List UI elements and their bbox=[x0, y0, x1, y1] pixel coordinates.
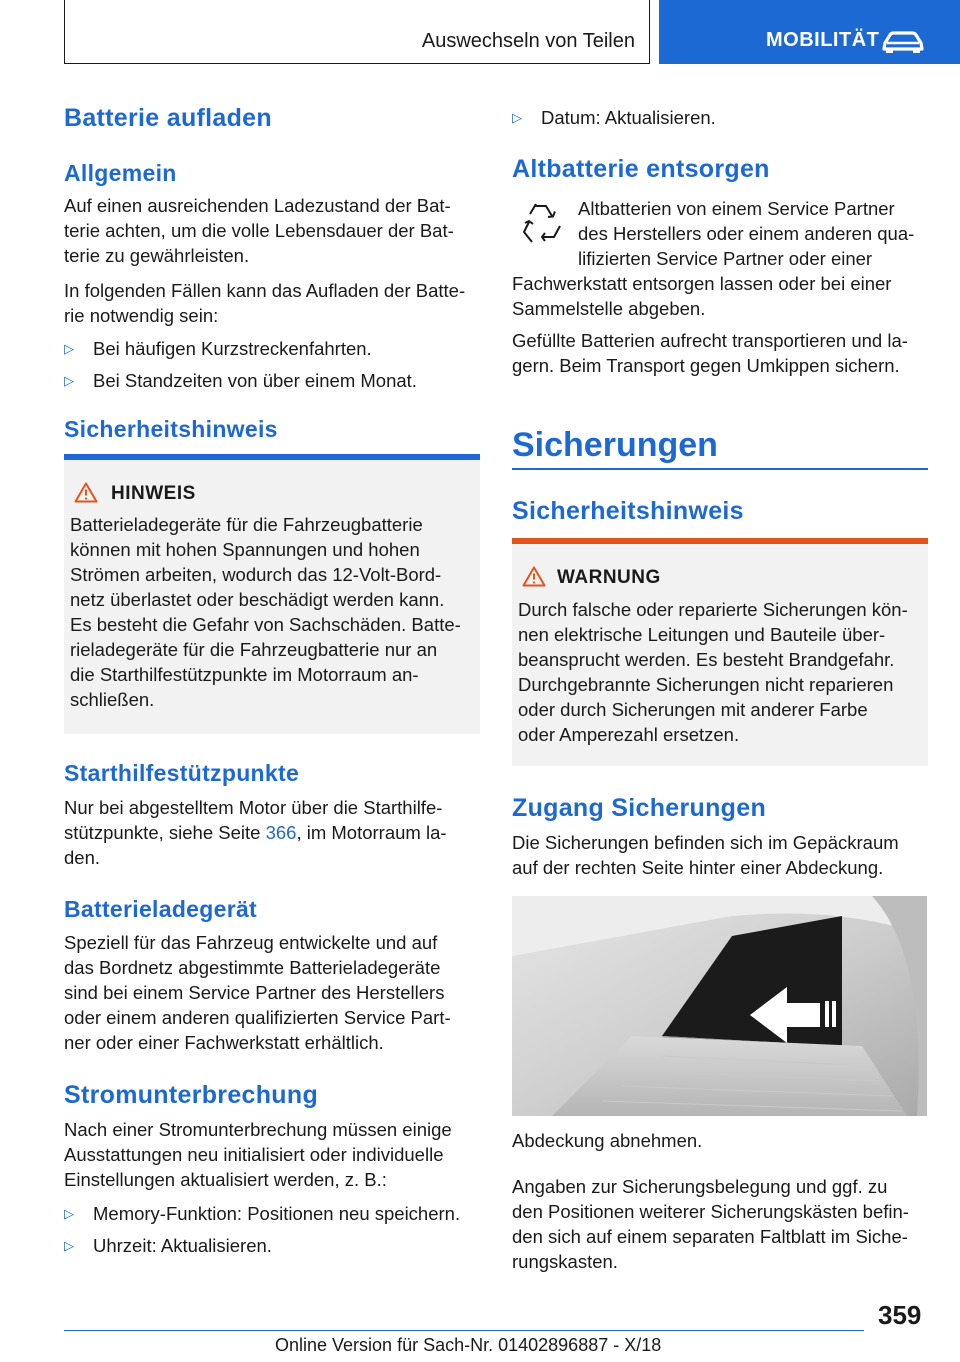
paragraph-starthilfe bbox=[64, 795, 447, 870]
text-line: gern. Beim Transport gegen Umkippen sichern. bbox=[512, 355, 900, 376]
heading-zugang-sicherungen: Zugang Sicherungen bbox=[512, 794, 767, 822]
note-text-hinweis bbox=[70, 512, 461, 712]
text-line: Batterieladegeräte für die Fahrzeugbatterie bbox=[70, 514, 423, 535]
paragraph-altbatterie-indented bbox=[578, 196, 914, 271]
text-line: Nach einer Stromunterbrechung müssen einige bbox=[64, 1119, 452, 1140]
text-line: rieladegeräte für die Fahrzeugbatterie nur an bbox=[70, 639, 438, 660]
section-title-batterie-aufladen: Batterie aufladen bbox=[64, 104, 272, 132]
trunk-fuse-cover-photo bbox=[512, 896, 927, 1116]
bullet-triangle-icon: ▷ bbox=[64, 1238, 74, 1253]
text-line: den Positionen weiterer Sicherungskästen befin- bbox=[512, 1201, 909, 1222]
heading-sicherheitshinweis-sicherungen: Sicherheitshinweis bbox=[512, 497, 744, 525]
text-line: Durchgebrannte Sicherungen nicht reparieren bbox=[518, 674, 894, 695]
text-line: den. bbox=[64, 847, 101, 868]
text-line: das Bordnetz abgestimmte Batterieladegeräte bbox=[64, 957, 441, 978]
text-line: lifizierten Service Partner oder einer bbox=[578, 248, 873, 269]
warning-triangle-icon bbox=[522, 566, 546, 587]
header-chapter-tab bbox=[659, 0, 960, 64]
bullet-triangle-icon: ▷ bbox=[64, 373, 74, 388]
recycling-icon bbox=[514, 200, 566, 252]
text-line: Strömen arbeiten, wodurch das 12-Volt-Bord- bbox=[70, 564, 442, 585]
bullet-item: Bei häufigen Kurzstreckenfahrten. bbox=[93, 338, 372, 359]
header-section-title: Auswechseln von Teilen bbox=[421, 30, 635, 52]
text-span: , im Motorraum la- bbox=[296, 822, 447, 843]
text-line: Fachwerkstatt entsorgen lassen oder bei einer bbox=[512, 273, 892, 294]
text-line: terie zu gewährleisten. bbox=[64, 245, 250, 266]
text-line: oder Amperezahl ersetzen. bbox=[518, 724, 740, 745]
bullet-item: Bei Standzeiten von über einem Monat. bbox=[93, 370, 417, 391]
bullet-item: Memory-Funktion: Positionen neu speichern. bbox=[93, 1203, 461, 1224]
photo-caption: Abdeckung abnehmen. bbox=[512, 1130, 703, 1151]
text-line: Ausstattungen neu initialisiert oder individuelle bbox=[64, 1144, 444, 1165]
text-line: oder einem anderen qualifizierten Service Part- bbox=[64, 1007, 451, 1028]
bullet-item: Uhrzeit: Aktualisieren. bbox=[93, 1235, 272, 1256]
car-icon bbox=[881, 30, 925, 54]
text-line: beansprucht werden. Es besteht Brandgefahr. bbox=[518, 649, 895, 670]
text-line: Altbatterien von einem Service Partner bbox=[578, 198, 895, 219]
text-line: Einstellungen aktualisiert werden, z. B.: bbox=[64, 1169, 387, 1190]
text-line: können mit hohen Spannungen und hohen bbox=[70, 539, 420, 560]
text-line: schließen. bbox=[70, 689, 155, 710]
text-line: Speziell für das Fahrzeug entwickelte und auf bbox=[64, 932, 438, 953]
heading-allgemein: Allgemein bbox=[64, 160, 177, 186]
text-line: Es besteht die Gefahr von Sachschäden. Batte- bbox=[70, 614, 461, 635]
bullet-item: Datum: Aktualisieren. bbox=[541, 107, 716, 128]
text-line: In folgenden Fällen kann das Aufladen der Batte- bbox=[64, 280, 466, 301]
paragraph-altbatterie-2 bbox=[512, 328, 908, 378]
paragraph-stromunterbrechung bbox=[64, 1117, 452, 1192]
page-reference-link[interactable]: 366 bbox=[265, 822, 297, 843]
paragraph-allgemein-1 bbox=[64, 193, 454, 268]
text-line: Nur bei abgestelltem Motor über die Starthilfe- bbox=[64, 797, 443, 818]
heading-stromunterbrechung: Stromunterbrechung bbox=[64, 1081, 319, 1109]
text-line: Die Sicherungen befinden sich im Gepäckraum bbox=[512, 832, 899, 853]
heading-starthilfestuetzpunkte: Starthilfestützpunkte bbox=[64, 760, 300, 786]
text-line: Gefüllte Batterien aufrecht transportieren und la- bbox=[512, 330, 908, 351]
text-span: stützpunkte, siehe Seite bbox=[64, 822, 266, 843]
text-line: oder durch Sicherungen mit anderer Farbe bbox=[518, 699, 868, 720]
header-section-box bbox=[64, 0, 650, 64]
text-line: terie achten, um die volle Lebensdauer der Bat- bbox=[64, 220, 454, 241]
chapter-title-sicherungen: Sicherungen bbox=[512, 426, 718, 464]
heading-sicherheitshinweis: Sicherheitshinweis bbox=[64, 416, 278, 442]
note-text-warnung bbox=[518, 597, 908, 747]
paragraph-altbatterie-full bbox=[512, 271, 891, 321]
bullet-triangle-icon: ▷ bbox=[64, 1206, 74, 1221]
note-title-hinweis: HINWEIS bbox=[111, 483, 196, 504]
text-line: Angaben zur Sicherungsbelegung und ggf. zu bbox=[512, 1176, 888, 1197]
paragraph-zugang-2 bbox=[512, 1174, 909, 1274]
note-title-warnung: WARNUNG bbox=[557, 567, 661, 588]
heading-batterieladegeraet: Batterieladegerät bbox=[64, 896, 258, 922]
footer-version-text: Online Version für Sach-Nr. 01402896887 - X/18 bbox=[275, 1335, 662, 1355]
text-line: Durch falsche oder reparierte Sicherungen kön- bbox=[518, 599, 908, 620]
bullet-triangle-icon: ▷ bbox=[512, 110, 522, 125]
text-line: rie notwendig sein: bbox=[64, 305, 219, 326]
text-line: rungskasten. bbox=[512, 1251, 618, 1272]
paragraph-zugang bbox=[512, 830, 899, 880]
page-number: 359 bbox=[878, 1300, 922, 1330]
text-line: sind bei einem Service Partner des Herstellers bbox=[64, 982, 445, 1003]
note-box-hinweis bbox=[64, 454, 480, 734]
text-line: die Starthilfestützpunkte im Motorraum an- bbox=[70, 664, 419, 685]
bullet-triangle-icon: ▷ bbox=[64, 341, 74, 356]
text-line: Sammelstelle abgeben. bbox=[512, 298, 706, 319]
warning-triangle-icon bbox=[74, 482, 98, 503]
text-line: nen elektrische Leitungen und Bauteile über- bbox=[518, 624, 886, 645]
text-line: des Herstellers oder einem anderen qua- bbox=[578, 223, 915, 244]
note-bar bbox=[512, 538, 928, 544]
paragraph-allgemein-2 bbox=[64, 278, 465, 328]
text-line: netz überlastet oder beschädigt werden kann. bbox=[70, 589, 445, 610]
chapter-rule bbox=[512, 468, 928, 470]
text-line: den sich auf einem separaten Faltblatt im Siche- bbox=[512, 1226, 908, 1247]
note-box-warnung bbox=[512, 538, 928, 766]
text-line: auf der rechten Seite hinter einer Abdeckung. bbox=[512, 857, 884, 878]
text-line: Auf einen ausreichenden Ladezustand der Bat- bbox=[64, 195, 451, 216]
footer-rule bbox=[64, 1330, 864, 1331]
text-line bbox=[64, 820, 447, 845]
note-bar bbox=[64, 454, 480, 460]
text-line: ner oder einer Fachwerkstatt erhältlich. bbox=[64, 1032, 384, 1053]
paragraph-ladegeraet bbox=[64, 930, 451, 1055]
header-chapter-title: MOBILITÄT bbox=[766, 29, 880, 51]
heading-altbatterie-entsorgen: Altbatterie entsorgen bbox=[512, 155, 770, 183]
